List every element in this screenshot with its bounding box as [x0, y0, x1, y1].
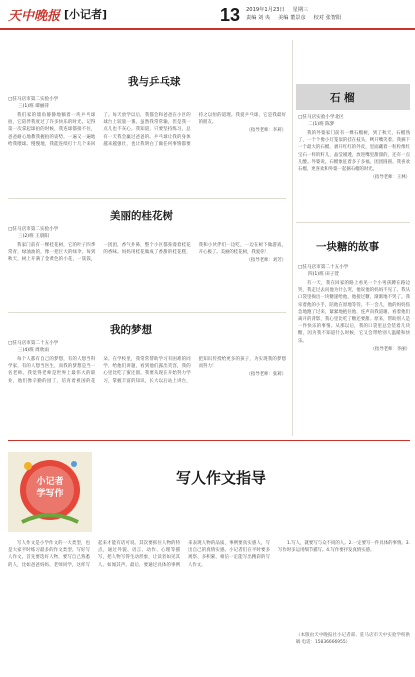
- article-title-story: 一块糖的故事: [316, 241, 379, 253]
- article-title-guide: 写人作文指导: [176, 469, 267, 487]
- teacher-credit: （指导老师：张莉）: [246, 372, 286, 378]
- page-number: 13: [220, 5, 241, 25]
- teacher-credit: （指导老师：王林）: [370, 175, 410, 181]
- byline-school: □驻马店市第二十五小学: [8, 341, 59, 346]
- byline-school: □驻马店市第二实验小学: [8, 97, 59, 102]
- designer-credit: 美编 董景彦: [278, 15, 306, 21]
- byline-school: □驻马店实验小学北区: [298, 115, 344, 120]
- divider: [296, 222, 410, 223]
- byline-shiliu: [298, 114, 408, 128]
- byline-class-author: [298, 271, 408, 278]
- byline-school: □驻马店市第二十五小学: [298, 265, 349, 270]
- article-body-dream: [8, 356, 286, 432]
- divider: [8, 312, 286, 313]
- article-body-shiliu: [298, 130, 410, 216]
- article-body-story: [298, 280, 410, 430]
- byline-author: 陈梦: [325, 122, 335, 127]
- article-paragraph: 每个人都有自己的梦想，有的人想当科学家，有的人想当医生，而我的梦想是当一名老师。我觉得老师是世界上最伟大的职业，他们像辛勤的园丁，培育着祖国的花朵。在学校里，我常常帮助学习有困难的同学，给他们讲题，看到他们露出笑容，我的心里比吃了蜜还甜。我要从现在开始努力学习，掌握丰富的知识，长大以后站上讲台，把知识传授给更多的孩子，为实现我的梦想而努力！: [8, 357, 286, 384]
- byline-class: 四(1)班: [308, 272, 324, 277]
- footer-text: （本版由天中晚报社小记者部、驻马店市天中实验学校供稿 电话：15836666955）: [296, 633, 410, 646]
- page-header: [0, 0, 415, 30]
- article-paragraph: 我们家的墙角静静地躺着一块乒乓球拍，它陪伴我度过了许多快乐的时光。记得第一次拿起球拍的时候，我连球都接不住，爸爸耐心地教我握拍的姿势，一遍又一遍地给我喂球。慢慢地，我能连续打十几个来回了。每天放学以后，我都会和爸爸在小区的球台上较量一番。虽然我常常输，但是我一点儿也不灰心。我知道，只要坚持练习，总有一天我会赢过爸爸的。乒乓球让我的身体越来越强壮，也让我明白了做任何事情都要持之以恒的道理。我爱乒乓球，它是我最好的朋友。: [8, 113, 286, 147]
- byline-class-author: [8, 233, 90, 240]
- divider: [8, 198, 286, 199]
- byline-class-author: [8, 347, 94, 354]
- article-title-shiliu: 石 榴: [330, 92, 355, 104]
- teacher-credit: （指导老师：刘芳）: [246, 258, 286, 264]
- badge-line-2: 学写作: [36, 489, 64, 499]
- badge-text: [8, 476, 92, 500]
- feature-badge: [8, 452, 92, 532]
- byline-story: [298, 264, 408, 278]
- article-body-pingpong: [8, 112, 286, 184]
- byline-class: 二(1)班: [308, 122, 324, 127]
- newspaper-logo: 天中晚报: [8, 8, 61, 24]
- byline-class-author: [8, 103, 90, 110]
- byline-author: 田子萱: [325, 272, 339, 277]
- writing-tips: [278, 540, 410, 620]
- masthead: [8, 3, 107, 25]
- article-paragraph: 有一天，我在回家的路上看见一个小男孩蹲在路边哭，我走过去问他为什么哭，他说他的妈妈不见了。我从口袋里掏出一块糖递给他，他接过糖，渐渐地不哭了。我牵着他的小手，陪他在原地等待。不一会儿，他的妈妈焦急地跑了过来，紧紧地抱住他，连声向我道谢。看着他们离开的背影，我心里比吃了糖还要甜。原来，帮助别人是一件快乐的事情。从那以后，我的口袋里总会装着几块糖，因为我不知道什么时候，它又会带给别人温暖和快乐。: [298, 281, 410, 344]
- byline-class-author: [298, 121, 408, 128]
- byline-school: □驻马店市第二实验小学: [8, 227, 59, 232]
- byline-class: 三(2)班: [18, 234, 34, 239]
- byline-author: 谭丽萍: [35, 104, 49, 109]
- article-body-guide: [8, 540, 270, 664]
- page-footer: [296, 632, 410, 664]
- article-paragraph: 我的外婆家门前有一棵石榴树，到了秋天，石榴熟了，一个个像小灯笼似的挂在枝头，咧开嘴笑着。我摘下一个最大的石榴，剥开红红的外皮，里面藏着一粒粒像红宝石一样的籽儿，晶莹剔透，放进嘴里甜甜的，还有一点儿酸。外婆说，石榴象征着多子多福，团团圆圆。我喜欢石榴，更喜欢和外婆一起摘石榴的时光。: [298, 131, 410, 173]
- article-title-pingpong: 我与乒乓球: [128, 76, 181, 88]
- byline-class: 三(1)班: [18, 104, 34, 109]
- badge-line-1: 小记者: [36, 477, 64, 487]
- section-name: [小记者]: [64, 8, 108, 21]
- article-paragraph: 写人作文是小学作文的一大类型，也是大家平时练习最多的作文类型。写好写人作文，首先要选好人物，要写自己熟悉的人，比如爸爸妈妈、老师同学，这样写起来才能有话可说。其次要抓住人物的特点，通过外貌、语言、动作、心理等描写，把人物写得生动形象，让读者如见其人、如闻其声。最后，要通过具体的事例来表现人物的品质，事例要真实感人，写出自己的真情实感。小记者们在平时要多观察、多积累，相信一定能写出精彩的写人作文。: [8, 541, 270, 568]
- issue-date: 2019年1月23日: [246, 7, 285, 13]
- tips-paragraph: 1.写人，就要写与众不同的人。2.一定要写一件具体的事情。3.写作时多运用细节描写。4.写作要抒发真情实感。: [278, 541, 410, 554]
- teacher-credit: （指导老师：李丽）: [370, 346, 410, 352]
- article-body-guihua: [8, 242, 286, 306]
- teacher-credit: （指导老师：李莉）: [246, 128, 286, 134]
- section-divider: [8, 440, 410, 441]
- article-paragraph: 我家门前有一棵桂花树，它的叶子四季常青，绿油油的，像一把巨大的绿伞。每到秋天，树上开满了金黄色的小花，一簇簇，一团团，香气扑鼻，整个小区都弥漫着桂花的香味。妈妈用桂花做成了香甜的桂花糕，我和小伙伴们一边吃，一边在树下做游戏，开心极了。美丽的桂花树，我爱你！: [8, 243, 286, 263]
- byline-dream: [8, 340, 94, 354]
- proofreader-credit: 校对 张智阳: [313, 15, 342, 21]
- editor-credit: 责编 刘 央: [246, 15, 271, 21]
- byline-class: 三(4)班: [18, 348, 34, 353]
- byline-author: 王晨阳: [35, 234, 49, 239]
- byline-author: 周欣雨: [35, 348, 49, 353]
- issue-weekday: 星期三: [292, 7, 309, 13]
- article-title-guihua: 美丽的桂花树: [110, 210, 173, 222]
- header-meta: [246, 6, 411, 22]
- byline-guihua: [8, 226, 90, 240]
- byline-pingpong: [8, 96, 90, 110]
- article-title-dream: 我的梦想: [110, 324, 152, 336]
- column-divider: [292, 40, 293, 436]
